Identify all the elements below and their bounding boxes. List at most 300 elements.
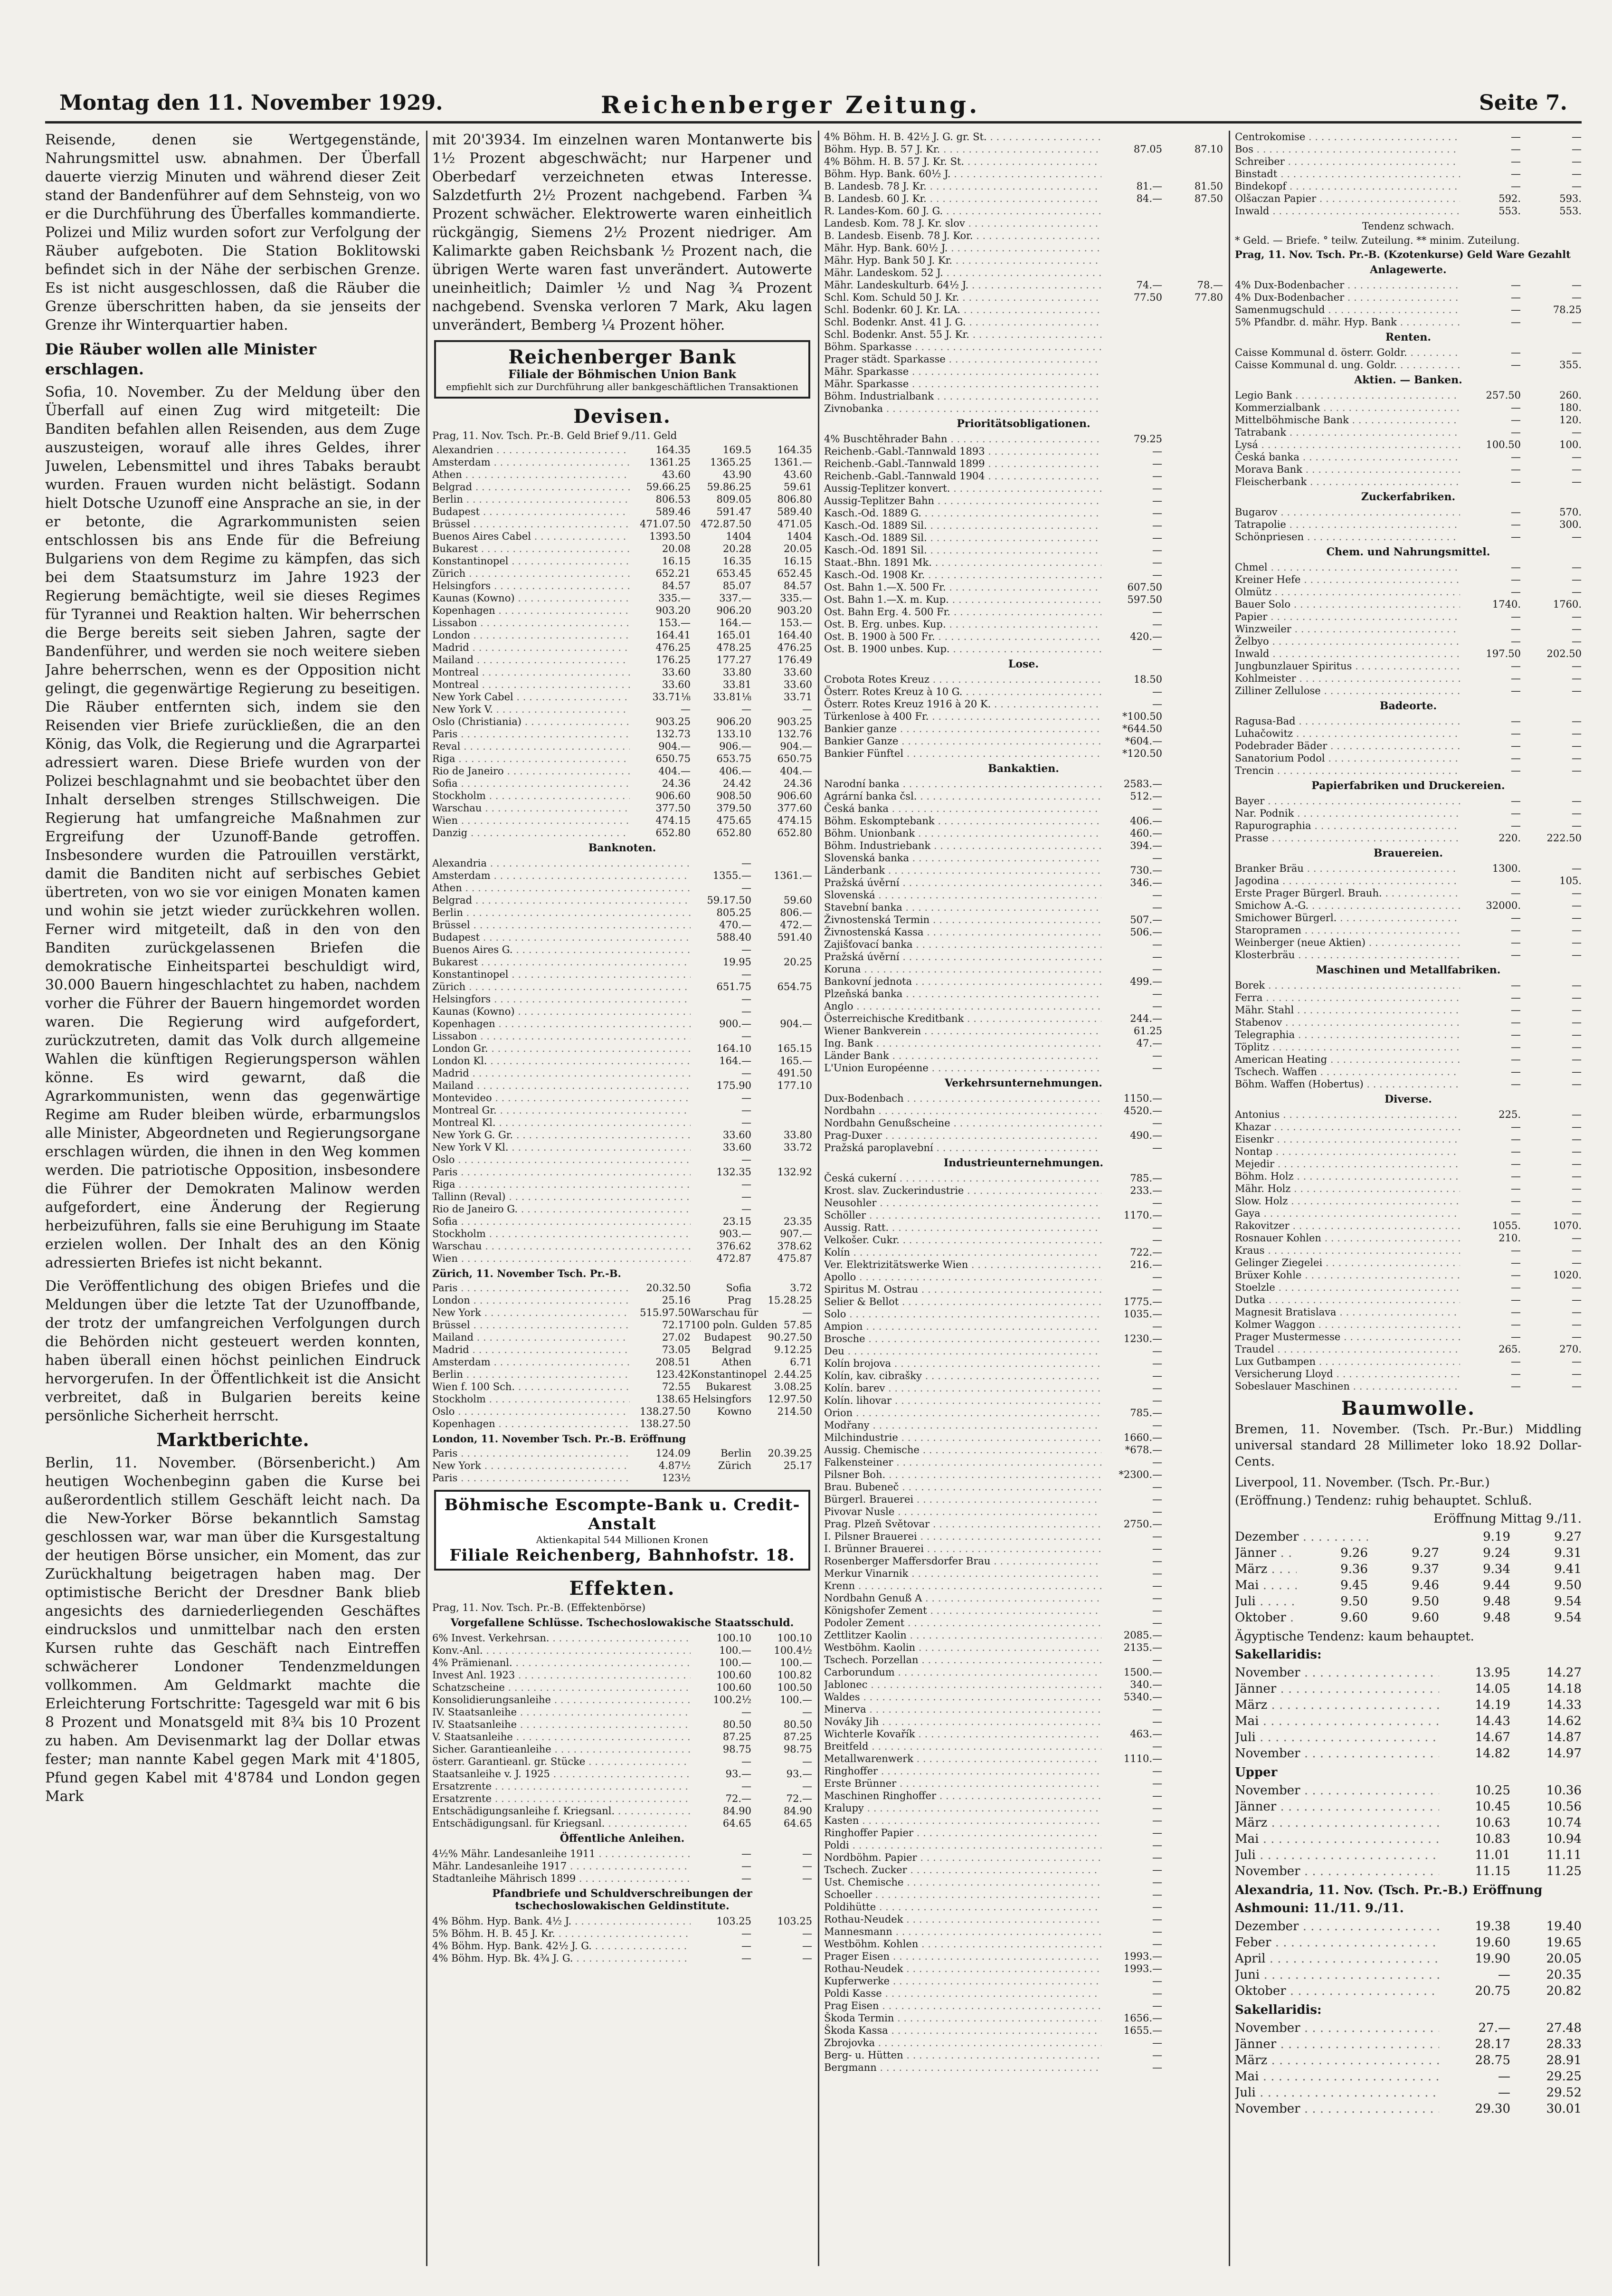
row-value: — xyxy=(1511,476,1521,487)
prior-title: Prioritätsobligationen. xyxy=(957,418,1090,430)
row-label: Oslo . . . xyxy=(432,1153,691,1166)
row-value: — xyxy=(1511,519,1521,530)
article-paragraph: Reisende, denen sie Wertgegenstände, Nahrungsmittel usw. abnahmen. Der Überfall dauerte vierzig Minuten und während dieser Zeit stand der Bandenführer auf dem Sehnsteig, von wo er die Durchführung des Überfalles kommandierte. Polizei und Miliz wurden sofort zur Verfolgung der Räuber aufgeboten. Die Station Boklitowski befindet sich in der Nähe der serbischen Grenze. Es ist nicht ausgeschlossen, daß die Räuber die Grenze überschritten haben, da sie jenseits der Grenze ihr Winterquartier haben. xyxy=(45,132,420,333)
table-row xyxy=(1235,1306,1582,1318)
row-value: — xyxy=(1152,1062,1162,1074)
row-value: — xyxy=(1511,1195,1521,1207)
row-value: 81.50 xyxy=(1194,181,1223,192)
table-row xyxy=(1235,1799,1582,1815)
table-row xyxy=(824,1012,1223,1025)
table-row xyxy=(1235,648,1582,660)
row-value xyxy=(1101,168,1162,180)
row-label: Paris . . . xyxy=(432,1447,630,1459)
row-value: — xyxy=(741,1117,751,1128)
row-label: Montevideo . . . xyxy=(432,1092,691,1104)
row-value: 591.47 xyxy=(716,506,751,517)
table-row xyxy=(1235,143,1582,155)
row-value: 85.07 xyxy=(722,580,751,591)
row-label: Madrid . . . xyxy=(432,1067,691,1079)
row-value: 394.— xyxy=(1130,840,1162,851)
row-label: Maschinen Ringhoffer . . . xyxy=(824,1790,1101,1802)
table-row xyxy=(1235,1108,1582,1121)
row-value: Helsingfors xyxy=(692,1393,751,1405)
column-rule xyxy=(426,131,427,2266)
table-row xyxy=(824,279,1223,291)
row-label: März . . . xyxy=(1235,1561,1297,1577)
row-value: 10.63 xyxy=(1475,1816,1510,1830)
row-value: 906.60 xyxy=(777,790,812,801)
table-row xyxy=(824,1765,1223,1777)
row-label: B. Landesb. Eisenb. 78 J. Kor. . . . xyxy=(824,229,1101,242)
row-value xyxy=(1101,402,1162,415)
row-value xyxy=(1162,2061,1223,2074)
row-label: Alexandrien . . . xyxy=(432,444,630,456)
row-value: — xyxy=(1572,476,1582,487)
table-row xyxy=(824,1654,1223,1666)
row-value: 64.65 xyxy=(783,1818,812,1829)
sakel-title: Sakellaridis: xyxy=(1235,1648,1322,1662)
row-value: 378.62 xyxy=(777,1240,812,1252)
row-label: Madrid . . . xyxy=(432,1343,630,1356)
row-value: — xyxy=(1572,1195,1582,1207)
row-label: Westböhm. Kaolin . . . xyxy=(824,1641,1101,1654)
table-row xyxy=(824,192,1223,205)
row-value: — xyxy=(741,1781,751,1792)
table-row xyxy=(1235,1380,1582,1392)
row-value: — xyxy=(1498,2069,1510,2084)
row-value: 164.40 xyxy=(777,629,812,641)
row-value xyxy=(1162,1580,1223,1592)
row-value xyxy=(1162,445,1223,457)
row-value: 300. xyxy=(1559,519,1582,530)
row-value: 123.42 xyxy=(655,1369,691,1380)
row-label: Böhm. Waffen (Hobertus) . . . xyxy=(1235,1078,1460,1090)
row-label: Kasch.-Od. 1908 Kr. . . . xyxy=(824,569,1101,581)
row-label: Böhm. Industriebank . . . xyxy=(824,839,1101,852)
row-value xyxy=(1162,205,1223,217)
row-value: — xyxy=(1152,1852,1162,1863)
table-row xyxy=(432,481,812,493)
row-label: 4% Böhm. Hyp. Bank. 42½ J. G. . . . xyxy=(432,1940,691,1952)
row-value xyxy=(1162,686,1223,698)
row-label: November . . . xyxy=(1235,1782,1439,1799)
renten-table xyxy=(1235,346,1582,371)
row-value: 2135.— xyxy=(1123,1642,1162,1653)
zurich-table xyxy=(432,1282,812,1430)
table-row xyxy=(824,1394,1223,1407)
row-value: Sofia xyxy=(726,1282,751,1294)
row-value xyxy=(1162,556,1223,569)
row-value xyxy=(1162,1765,1223,1777)
row-value: 1740. xyxy=(1492,599,1521,610)
table-row xyxy=(432,1282,812,1294)
row-value: Prag xyxy=(727,1295,751,1306)
row-label: Pražská úvěrní . . . xyxy=(824,876,1101,889)
row-value: 9.12.25 xyxy=(774,1344,812,1355)
table-row xyxy=(824,1431,1223,1444)
oeffentliche-table xyxy=(432,1848,812,1885)
row-value: — xyxy=(1511,1245,1521,1256)
row-value: — xyxy=(1152,557,1162,568)
row-value xyxy=(1162,1234,1223,1246)
row-value: 337.— xyxy=(719,592,751,604)
row-value: 33.60 xyxy=(662,667,691,678)
row-value: — xyxy=(1572,181,1582,192)
row-label: Amsterdam . . . xyxy=(432,1356,630,1368)
row-value: — xyxy=(1572,937,1582,948)
row-value: — xyxy=(1572,980,1582,991)
row-value: 14.67 xyxy=(1475,1730,1510,1744)
table-row xyxy=(824,951,1223,963)
row-label: Ust. Chemische . . . xyxy=(824,1876,1101,1888)
row-value xyxy=(1162,1728,1223,1740)
row-value: 653.75 xyxy=(716,753,751,764)
table-row xyxy=(824,988,1223,1000)
row-value: — xyxy=(1511,402,1521,413)
row-label: Kohlmeister . . . xyxy=(1235,672,1460,685)
row-value: 903.20 xyxy=(655,605,691,616)
row-label: Smichower Bürgerl. . . . xyxy=(1235,912,1460,924)
table-row xyxy=(432,1306,812,1319)
row-label: Mähr. Hyp. Bank 50 J. Kr. . . . xyxy=(824,254,1101,267)
row-value: — xyxy=(1511,924,1521,936)
row-label: Böhm. Industrialbank . . . xyxy=(824,390,1101,402)
bank-advertisement xyxy=(434,340,810,399)
row-value: 9.31 xyxy=(1554,1546,1582,1560)
row-label: Türkenlose à 400 Fr. . . . xyxy=(824,710,1101,723)
table-row xyxy=(1235,1983,1582,1999)
row-value: 164.10 xyxy=(716,1043,751,1054)
row-value: 165.— xyxy=(780,1055,812,1067)
papier-table xyxy=(1235,795,1582,844)
row-label: Berlin . . . xyxy=(432,906,691,919)
row-value: 490.— xyxy=(1130,1130,1162,1141)
bremen-report: Bremen, 11. November. (Tsch. Pr.-Bur.) Middling universal standard 28 Millimeter loko 18.92 Dollar-Cents. xyxy=(1235,1422,1582,1469)
row-value: — xyxy=(741,857,751,869)
table-row xyxy=(432,1860,812,1872)
row-value: 377.50 xyxy=(655,802,691,814)
row-value: — xyxy=(1152,1420,1162,1431)
table-row xyxy=(824,229,1223,242)
row-value: — xyxy=(1572,1054,1582,1065)
table-row xyxy=(824,1308,1223,1320)
row-label: Wiener Bankverein . . . xyxy=(824,1025,1101,1037)
row-label: Plzeňská banka . . . xyxy=(824,988,1101,1000)
table-row xyxy=(824,1172,1223,1184)
table-row xyxy=(824,1037,1223,1049)
row-value xyxy=(751,1418,812,1430)
row-value: 1365.25 xyxy=(710,457,751,468)
row-value: — xyxy=(1152,483,1162,494)
row-label: Sofia . . . xyxy=(432,777,630,790)
table-row xyxy=(824,1092,1223,1105)
table-row xyxy=(432,654,812,666)
row-value: 14.33 xyxy=(1546,1698,1582,1712)
row-value: — xyxy=(1152,1506,1162,1517)
row-value xyxy=(1162,1197,1223,1209)
row-value: 652.21 xyxy=(655,568,691,579)
table-row xyxy=(1235,936,1582,949)
row-value: 18.50 xyxy=(1133,674,1162,685)
row-value: 607.50 xyxy=(1127,581,1162,593)
row-value: — xyxy=(1572,1121,1582,1133)
row-value xyxy=(1162,914,1223,926)
row-value xyxy=(1162,988,1223,1000)
row-label: Jänner . . . xyxy=(1235,1681,1439,1697)
row-value: — xyxy=(1511,531,1521,543)
table-row xyxy=(1235,414,1582,426)
row-value: 904.— xyxy=(780,741,812,752)
table-row xyxy=(432,906,812,919)
row-value: 93.— xyxy=(786,1768,812,1780)
row-label: Ing. Bank . . . xyxy=(824,1037,1101,1049)
row-value: — xyxy=(1152,951,1162,962)
table-row xyxy=(824,618,1223,630)
row-label: Österr. Rotes Kreuz 1916 à 20 K. . . . xyxy=(824,698,1101,710)
table-row xyxy=(432,1356,812,1368)
table-row xyxy=(1235,1593,1582,1610)
table-row xyxy=(824,1271,1223,1283)
table-row xyxy=(432,678,812,691)
table-row xyxy=(1235,531,1582,543)
table-row xyxy=(824,1468,1223,1481)
row-value: 4.87½ xyxy=(658,1460,691,1471)
row-value: — xyxy=(741,1203,751,1215)
table-row xyxy=(1235,1918,1582,1934)
table-row xyxy=(1235,635,1582,648)
row-value xyxy=(751,857,812,869)
table-row xyxy=(432,1768,812,1780)
bankaktien-title: Bankaktien. xyxy=(988,762,1059,775)
row-value xyxy=(1162,1530,1223,1543)
row-label: New York . . . xyxy=(432,1459,630,1472)
row-label: New York Cabel . . . xyxy=(432,691,630,703)
row-value: — xyxy=(1152,1284,1162,1295)
row-value: 29.52 xyxy=(1546,2086,1582,2100)
row-label: Stabenov . . . xyxy=(1235,1016,1460,1029)
row-value: 1656.— xyxy=(1123,2012,1162,2024)
row-value: — xyxy=(802,1860,812,1872)
row-value xyxy=(1368,1529,1439,1545)
row-value xyxy=(1162,1283,1223,1296)
row-value: 13.95 xyxy=(1475,1666,1510,1680)
row-value: 806.80 xyxy=(777,494,812,505)
row-value: — xyxy=(1572,795,1582,807)
row-value xyxy=(691,1418,751,1430)
row-value: — xyxy=(1152,1197,1162,1209)
row-label: Buenos Aires Cabel . . . xyxy=(432,530,630,543)
table-row xyxy=(824,1530,1223,1543)
row-label: Krenn . . . xyxy=(824,1580,1101,1592)
row-value: — xyxy=(1152,1117,1162,1129)
row-value: 499.— xyxy=(1130,976,1162,987)
row-value: 87.25 xyxy=(722,1731,751,1743)
table-row xyxy=(432,1331,812,1343)
row-label: Kopenhagen . . . xyxy=(432,1018,691,1030)
row-value: 208.51 xyxy=(655,1356,691,1368)
row-value xyxy=(1162,1654,1223,1666)
table-row xyxy=(824,643,1223,655)
row-value: — xyxy=(1511,1356,1521,1367)
table-row xyxy=(824,1296,1223,1308)
table-row xyxy=(432,703,812,715)
row-label: Nar. Podnik . . . xyxy=(1235,807,1460,819)
row-value: — xyxy=(681,704,691,715)
tendenz-note: Tendenz schwach. xyxy=(1362,220,1454,232)
row-value xyxy=(1162,470,1223,482)
row-value xyxy=(1162,2000,1223,2012)
row-value: 589.40 xyxy=(777,506,812,517)
row-label: Kreiner Hefe . . . xyxy=(1235,573,1460,586)
table-row xyxy=(824,839,1223,852)
row-value xyxy=(1162,723,1223,735)
table-row xyxy=(1235,685,1582,697)
row-value xyxy=(1101,242,1162,254)
row-value: — xyxy=(1511,1306,1521,1318)
diverse-title: Diverse. xyxy=(1384,1093,1432,1105)
article-heading: Die Räuber wollen alle Minister erschlagen. xyxy=(45,340,316,378)
row-value: — xyxy=(1152,1321,1162,1332)
row-label: Stockholm . . . xyxy=(432,1228,691,1240)
row-label: Ver. Elektrizitätswerke Wien . . . xyxy=(824,1258,1101,1271)
table-row xyxy=(1235,2101,1582,2117)
table-row xyxy=(824,673,1223,686)
row-value: 73.05 xyxy=(662,1344,691,1355)
table-row xyxy=(432,1817,812,1829)
row-value: 3.72 xyxy=(790,1282,812,1294)
table-row xyxy=(432,1459,812,1472)
table-row xyxy=(824,1925,1223,1938)
row-label: Metallwarenwerk . . . xyxy=(824,1753,1101,1765)
row-label: Tallinn (Reval) . . . xyxy=(432,1191,691,1203)
prior-table xyxy=(824,433,1223,655)
row-value: 14.19 xyxy=(1475,1698,1510,1712)
row-label: Athen . . . xyxy=(432,882,691,894)
row-value: — xyxy=(1572,1245,1582,1256)
row-label: Ost. B. 1900 à 500 Fr. . . . xyxy=(824,630,1101,643)
row-label: Ringhoffer . . . xyxy=(824,1765,1101,1777)
row-value: 33.71⅛ xyxy=(652,691,691,703)
row-value xyxy=(751,1005,812,1018)
table-row xyxy=(824,1827,1223,1839)
row-label: Brüssel . . . xyxy=(432,919,691,931)
row-value: 9.48 xyxy=(1483,1610,1510,1625)
table-row xyxy=(824,457,1223,470)
row-value: 98.75 xyxy=(722,1743,751,1755)
article-paragraph: Die Veröffentlichung des obigen Briefes und die Meldungen über die letzte Tat der Uzunoffbande, der trotz der umfangreichen Verfolgungen durch die Behörden nicht gesteuert werden konnten, haben überall einen höchst peinlichen Eindruck hervorgerufen. In der Öffentlichkeit ist die Ansicht verbreitet, daß in Bulgarien bereits keine persönliche Sicherheit herrscht. xyxy=(45,1278,420,1424)
table-row xyxy=(1235,401,1582,414)
table-row xyxy=(1235,715,1582,727)
row-value: — xyxy=(1152,1716,1162,1727)
row-value: *2300.— xyxy=(1119,1469,1162,1480)
row-value: 138.27.50 xyxy=(640,1418,691,1429)
row-label: Stockholm . . . xyxy=(432,1393,630,1405)
row-value: 87.10 xyxy=(1194,143,1223,155)
row-label: Böhm. Holz . . . xyxy=(1235,1170,1460,1182)
row-label: November . . . xyxy=(1235,2101,1439,2117)
table-row xyxy=(1235,610,1582,623)
row-value: 90.27.50 xyxy=(768,1332,812,1343)
row-value: 570. xyxy=(1559,506,1582,518)
row-value: 1500.— xyxy=(1123,1667,1162,1678)
row-value: 87.05 xyxy=(1133,143,1162,155)
row-value xyxy=(1162,1987,1223,2000)
alexandria-caption: Alexandria, 11. Nov. (Tsch. Pr.-B.) Eröffnung xyxy=(1235,1883,1543,1897)
table-row xyxy=(824,1678,1223,1691)
table-row xyxy=(1235,316,1582,328)
row-value xyxy=(751,1153,812,1166)
row-value: 907.— xyxy=(780,1228,812,1239)
table-row xyxy=(824,1555,1223,1567)
row-value: — xyxy=(1511,1004,1521,1016)
row-value: — xyxy=(741,1706,751,1718)
row-value: 20.05 xyxy=(783,543,812,554)
row-value xyxy=(1162,1308,1223,1320)
table-row xyxy=(432,641,812,654)
row-label: 4% Buschtěhrader Bahn . . . xyxy=(824,433,1101,445)
row-label: Borek . . . xyxy=(1235,979,1460,991)
row-label: Brüxer Kohle . . . xyxy=(1235,1269,1460,1281)
row-value: 474.15 xyxy=(777,815,812,826)
row-value xyxy=(1162,507,1223,519)
chem-title: Chem. und Nahrungsmittel. xyxy=(1326,546,1490,558)
table-row xyxy=(824,1543,1223,1555)
row-value: 78.25 xyxy=(1553,304,1582,315)
table-row xyxy=(432,1153,812,1166)
row-value: — xyxy=(1511,1319,1521,1330)
table-row xyxy=(824,1876,1223,1888)
row-value: 597.50 xyxy=(1127,594,1162,605)
table-row xyxy=(1235,819,1582,832)
table-row xyxy=(824,470,1223,482)
row-value: — xyxy=(1511,636,1521,647)
row-value: — xyxy=(1572,1004,1582,1016)
row-value xyxy=(1162,341,1223,353)
row-value: 197.50 xyxy=(1486,648,1521,659)
row-label: Branker Bräu . . . xyxy=(1235,862,1460,875)
row-label: November . . . xyxy=(1235,1863,1439,1879)
row-label: Kralupy . . . xyxy=(824,1802,1101,1814)
row-value: 420.— xyxy=(1130,631,1162,642)
table-row xyxy=(824,328,1223,341)
row-value: — xyxy=(1572,1356,1582,1367)
row-value: 220. xyxy=(1498,832,1521,844)
row-label: Juni . . . xyxy=(1235,1967,1439,1983)
table-row xyxy=(1235,1004,1582,1016)
row-label: Schreiber . . . xyxy=(1235,155,1460,168)
row-value xyxy=(1162,1431,1223,1444)
row-value xyxy=(1162,1678,1223,1691)
row-value: — xyxy=(802,1928,812,1939)
table-row xyxy=(824,1117,1223,1129)
table-row xyxy=(824,495,1223,507)
row-label: Prag. Plzeň Světovar . . . xyxy=(824,1518,1101,1530)
row-label: Erste Brünner . . . xyxy=(824,1777,1101,1790)
row-label: London Gr. . . . xyxy=(432,1042,691,1055)
row-value xyxy=(1162,1370,1223,1382)
row-value: 593. xyxy=(1559,193,1582,204)
table-row xyxy=(824,1580,1223,1592)
table-row xyxy=(824,1456,1223,1468)
row-value: 471.07.50 xyxy=(640,518,691,530)
row-value: 93.— xyxy=(725,1768,751,1780)
row-label: Tschech. Waffen . . . xyxy=(1235,1066,1460,1078)
row-value: 103.25 xyxy=(777,1915,812,1927)
row-value: — xyxy=(1572,1208,1582,1219)
row-label: Berg- u. Hütten . . . xyxy=(824,2049,1101,2061)
table-row xyxy=(432,1079,812,1092)
table-row xyxy=(432,580,812,592)
